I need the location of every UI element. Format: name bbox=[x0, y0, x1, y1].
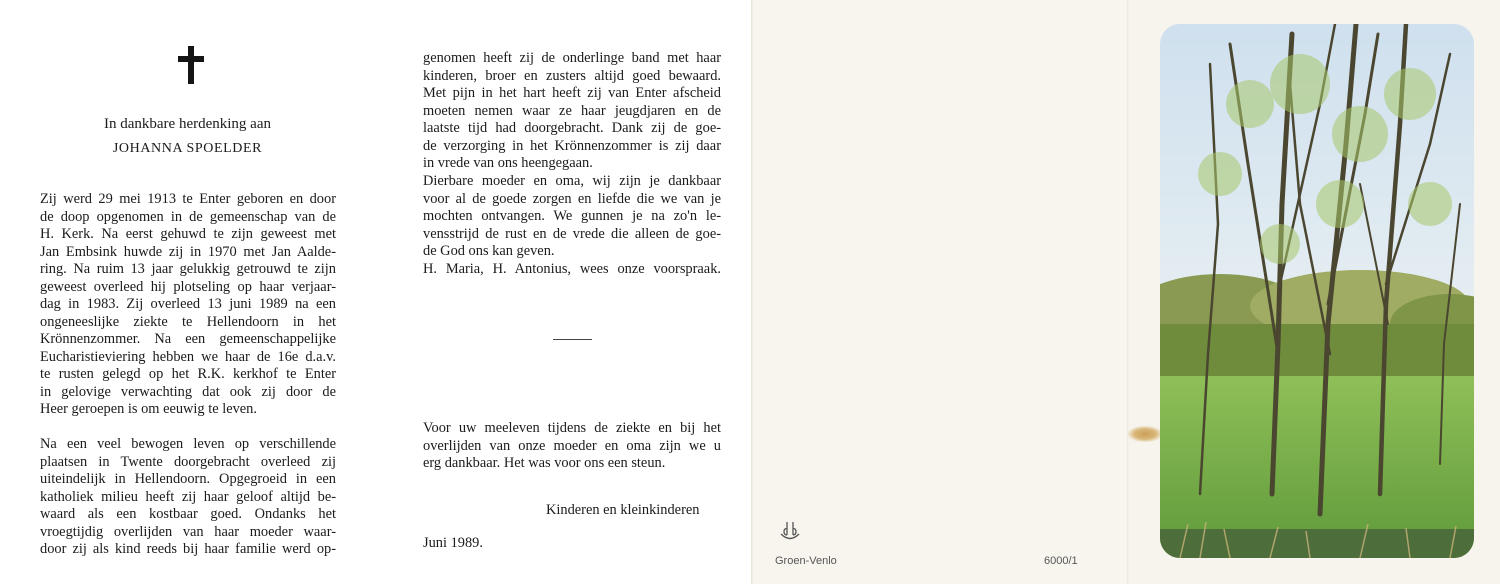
text-line: overlijden van onze moeder en oma zijn we u bbox=[423, 437, 721, 454]
text-line: vensstrijd de rust en de vrede die alleen de goe- bbox=[423, 225, 721, 242]
text-line: Dierbare moeder en oma, wij zijn je dankbaar bbox=[423, 173, 721, 189]
text-line: erg dankbaar. Het was voor ons een steun. bbox=[423, 455, 666, 471]
text-line: moeten nemen waar ze haar jeugdjaren en de bbox=[423, 102, 721, 119]
text-line: waard als een kostbaar goed. Ondanks het bbox=[40, 506, 336, 522]
farewell-paragraph bbox=[423, 173, 721, 278]
left-inner-page bbox=[0, 0, 375, 584]
text-line: de verzorging in het Krönnenzommer is zij daar bbox=[423, 137, 721, 154]
divider bbox=[553, 339, 592, 340]
text-line: plaatsen in Twente doorgebracht overleed zij bbox=[40, 453, 336, 470]
text-line: laatste tijd had doorgebracht. Dank zij de goe- bbox=[423, 120, 721, 136]
text-line: kinderen, broer en zusters altijd goed bewaard. bbox=[423, 67, 721, 84]
publisher-logo-icon bbox=[777, 518, 803, 544]
biography-paragraph-1 bbox=[40, 191, 336, 419]
text-line: Met pijn in het hart heeft zij van Enter afscheid bbox=[423, 85, 721, 101]
biography-paragraph-3 bbox=[423, 50, 721, 173]
text-line: de doop opgenomen in de gemeenschap van de bbox=[40, 208, 336, 225]
card-code: 6000/1 bbox=[1044, 555, 1078, 567]
stain bbox=[1128, 426, 1162, 442]
text-line: Voor uw meeleven tijdens de ziekte en bij het bbox=[423, 420, 721, 436]
cross-icon bbox=[178, 46, 204, 84]
text-line: te rusten gelegd op het R.K. kerkhof te Enter bbox=[40, 366, 336, 382]
text-line: in vrede van ons heengegaan. bbox=[423, 155, 593, 171]
text-line: Na een veel bewogen leven op verschillende bbox=[40, 436, 336, 452]
text-line: katholiek milieu heeft zij haar geloof altijd be- bbox=[40, 488, 336, 505]
text-line: vroegtijdig overlijden van haar moeder waar- bbox=[40, 523, 336, 540]
text-line: mochten ontvangen. We gunnen je na zo'n le- bbox=[423, 208, 721, 224]
text-line: voor al de goede zorgen en liefde die we van je bbox=[423, 190, 721, 207]
biography-paragraph-2 bbox=[40, 436, 336, 559]
text-line: Zij werd 29 mei 1913 te Enter geboren en door bbox=[40, 191, 336, 207]
text-line: geweest overleed hij plotseling op haar verjaar- bbox=[40, 278, 336, 295]
text-line: Heer geroepen is om eeuwig te leven. bbox=[40, 401, 257, 417]
text-line: in gelovige verwachting dat ook zij door de bbox=[40, 383, 336, 400]
text-line: door zij als kind reeds bij haar familie werd op- bbox=[40, 541, 336, 557]
text-line: H. Maria, H. Antonius, wees onze voorspraak. bbox=[423, 260, 721, 277]
text-line: Eucharistieviering hebben we haar de 16e d.a.v. bbox=[40, 348, 336, 365]
back-cover bbox=[752, 0, 1130, 584]
text-line: ring. Na ruim 13 jaar gelukkig getrouwd te zijn bbox=[40, 261, 336, 277]
fold-line bbox=[1127, 0, 1129, 584]
text-line: ongeneeslijke ziekte te Hellendoorn in het bbox=[40, 313, 336, 330]
cover-photo bbox=[1160, 24, 1474, 558]
text-line: dag in 1983. Zij overleed 13 juni 1989 na een bbox=[40, 296, 336, 312]
text-line: H. Kerk. Na eerst gehuwd te zijn geweest met bbox=[40, 226, 336, 242]
date: Juni 1989. bbox=[423, 535, 483, 551]
publisher-name: Groen-Venlo bbox=[775, 555, 837, 567]
deceased-name: JOHANNA SPOELDER bbox=[112, 141, 263, 156]
text-line: uiteindelijk in Hellendoorn. Opgegroeid in een bbox=[40, 471, 336, 487]
text-line: de God ons kan geven. bbox=[423, 243, 555, 259]
text-line: genomen heeft zij de onderlinge band met haar bbox=[423, 50, 721, 66]
text-line: Jan Embsink huwde zij in 1970 met Jan Aalde- bbox=[40, 243, 336, 260]
fold-line bbox=[751, 0, 753, 584]
text-line: Krönnenzommer. Na een gemeenschappelijke bbox=[40, 331, 336, 347]
signature: Kinderen en kleinkinderen bbox=[546, 502, 700, 518]
dedication-heading: In dankbare herdenking aan bbox=[103, 116, 271, 132]
thanks-paragraph bbox=[423, 420, 721, 473]
